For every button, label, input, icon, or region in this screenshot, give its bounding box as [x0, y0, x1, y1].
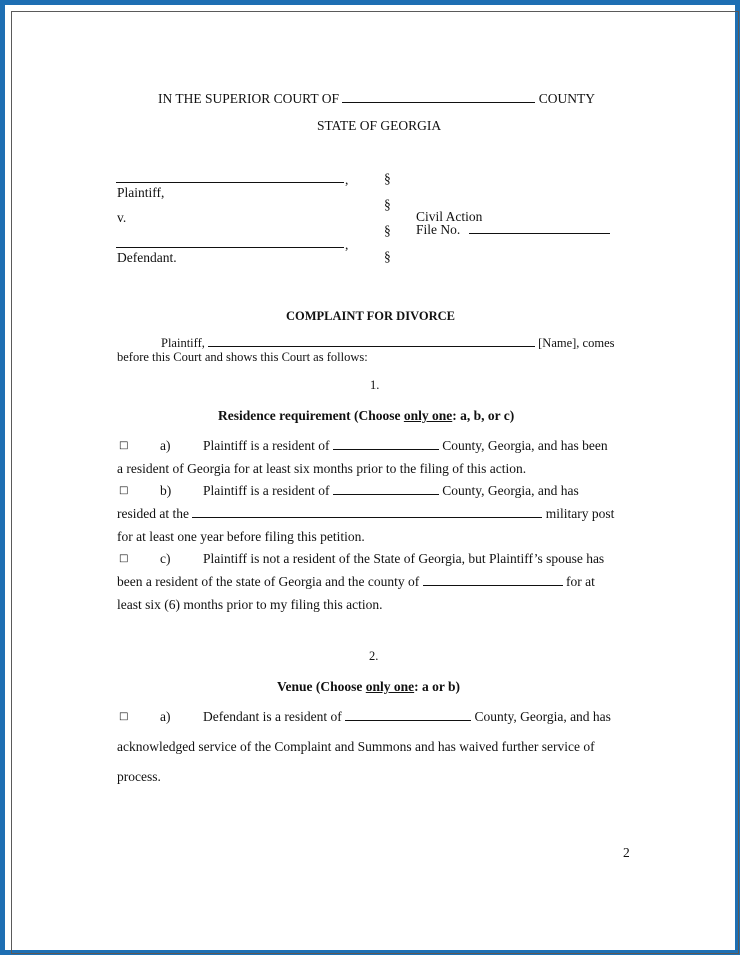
section-sign: §: [384, 171, 391, 186]
option-2a-line-1: [203, 710, 611, 724]
option-1b-county-blank[interactable]: [333, 493, 439, 495]
option-1c-county-blank[interactable]: [423, 584, 563, 586]
option-1b-text: resided at the: [117, 506, 189, 521]
section-2-number: 2.: [369, 649, 379, 663]
intro-line-1: [161, 337, 614, 350]
option-1c-checkbox[interactable]: □: [119, 553, 129, 564]
option-1b-letter: b): [160, 483, 172, 498]
option-1a-line-2: a resident of Georgia for at least six months prior to the filing of this action.: [117, 461, 527, 476]
option-1a-county-blank[interactable]: [333, 448, 439, 450]
plaintiff-label: Plaintiff,: [117, 185, 165, 200]
option-1c-letter: c): [160, 551, 171, 566]
option-1b-text: Plaintiff is a resident of: [203, 483, 330, 498]
section-1-heading-part: : a, b, or c): [452, 408, 515, 423]
file-no-label: File No.: [416, 222, 461, 237]
option-1c-line-3: least six (6) months prior to my filing this action.: [117, 597, 383, 612]
option-1b-line-1: [203, 484, 579, 498]
option-1a-line-1: [203, 439, 608, 453]
option-1a-checkbox[interactable]: □: [119, 440, 129, 451]
option-1b-checkbox[interactable]: □: [119, 485, 129, 496]
option-2a-county-blank[interactable]: [345, 719, 471, 721]
file-no-blank[interactable]: [469, 232, 610, 234]
option-1c-text: been a resident of the state of Georgia and the county of: [117, 574, 420, 589]
section-2-heading-part: : a or b): [414, 679, 461, 694]
section-2-heading-part: Venue (Choose: [277, 679, 366, 694]
military-post-blank[interactable]: [192, 516, 542, 518]
section-1-heading: [218, 409, 514, 423]
option-1b-text: military post: [545, 506, 615, 521]
intro-lead: Plaintiff,: [161, 336, 205, 350]
option-1c-line-1: Plaintiff is not a resident of the State of Georgia, but Plaintiff’s spouse has: [203, 551, 605, 566]
court-line: [158, 92, 595, 106]
defendant-comma: ,: [345, 237, 349, 252]
option-1a-text: Plaintiff is a resident of: [203, 438, 330, 453]
intro-line-2: before this Court and shows this Court as follows:: [117, 350, 368, 364]
page-number: 2: [623, 845, 630, 860]
option-1c-line-2: [117, 575, 595, 589]
section-1-heading-part: Residence requirement (Choose: [218, 408, 404, 423]
option-2a-text: County, Georgia, and has: [474, 709, 611, 724]
section-2-heading-emphasis: only one: [365, 679, 415, 694]
section-1-number: 1.: [370, 378, 380, 392]
plaintiff-intro-name-blank[interactable]: [208, 345, 535, 347]
section-sign: §: [384, 223, 391, 238]
option-1a-text: County, Georgia, and has been: [442, 438, 608, 453]
complaint-title: COMPLAINT FOR DIVORCE: [286, 309, 455, 323]
option-2a-letter: a): [160, 709, 171, 724]
court-suffix: COUNTY: [538, 91, 595, 106]
option-2a-line-3: process.: [117, 769, 161, 784]
section-2-heading: [277, 680, 460, 694]
county-blank[interactable]: [342, 101, 535, 103]
option-1b-text: County, Georgia, and has: [442, 483, 579, 498]
document-page: [11, 11, 739, 954]
section-1-heading-emphasis: only one: [403, 408, 453, 423]
option-2a-text: Defendant is a resident of: [203, 709, 342, 724]
state-heading: STATE OF GEORGIA: [317, 118, 442, 133]
plaintiff-name-blank[interactable]: [116, 182, 344, 183]
option-1b-line-2: [117, 507, 614, 521]
defendant-label: Defendant.: [117, 250, 177, 265]
file-no-line: [416, 223, 610, 237]
court-prefix: IN THE SUPERIOR COURT OF: [158, 91, 339, 106]
option-2a-line-2: acknowledged service of the Complaint and Summons and has waived further service of: [117, 739, 595, 754]
versus-label: v.: [117, 210, 127, 225]
plaintiff-comma: ,: [345, 172, 349, 187]
option-1b-line-3: for at least one year before filing this petition.: [117, 529, 365, 544]
option-1a-letter: a): [160, 438, 171, 453]
section-sign: §: [384, 249, 391, 264]
civil-action-label: Civil Action: [416, 209, 483, 224]
section-sign: §: [384, 197, 391, 212]
option-1c-text: for at: [566, 574, 595, 589]
defendant-name-blank[interactable]: [116, 247, 344, 248]
intro-name-tail: [Name], comes: [538, 336, 615, 350]
option-2a-checkbox[interactable]: □: [119, 711, 129, 722]
